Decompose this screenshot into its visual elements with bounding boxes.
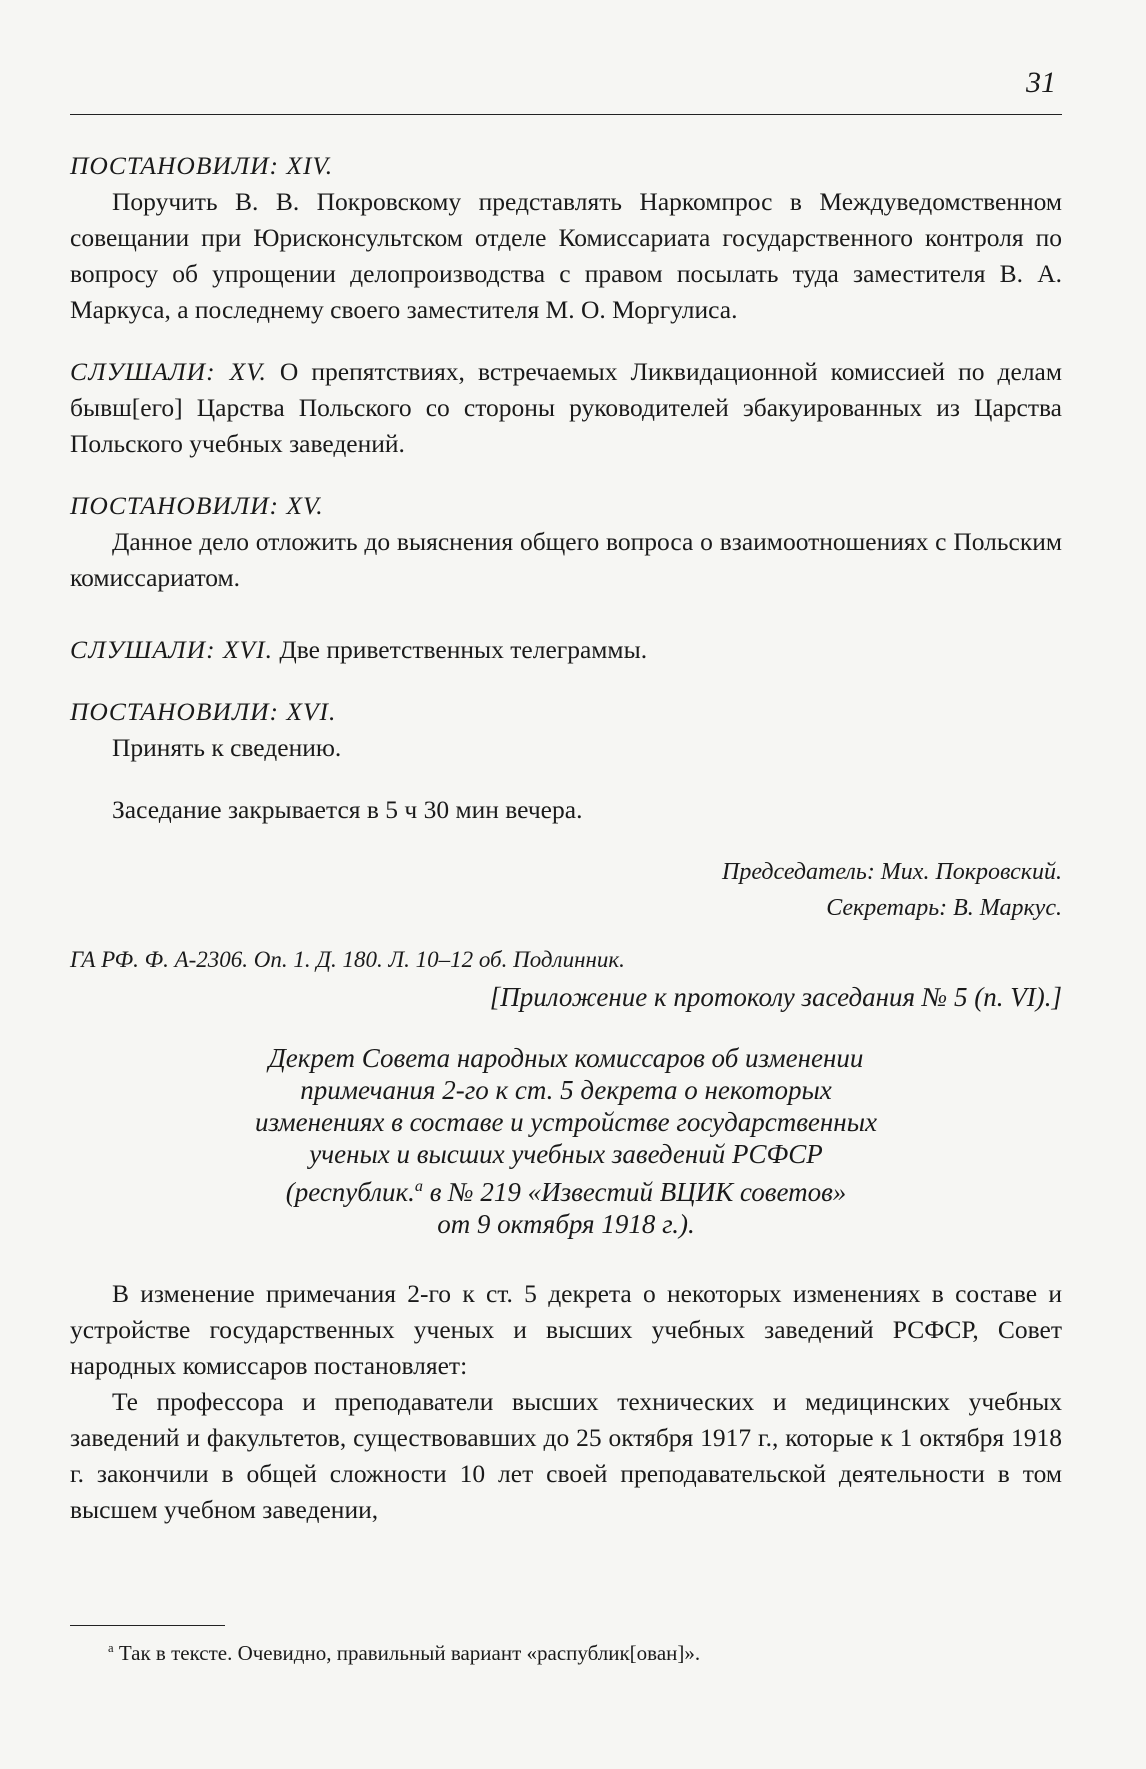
footnote-mark: а — [108, 1641, 114, 1655]
footnote-rule — [70, 1625, 225, 1626]
decree-title-line: ученых и высших учебных заведений РСФСР — [309, 1139, 823, 1169]
hearing-label: СЛУШАЛИ: XV. — [70, 357, 267, 386]
chairman-signature: Председатель: Мих. Покровский. — [721, 859, 1062, 885]
resolution-label: ПОСТАНОВИЛИ: XVI. — [70, 697, 337, 726]
page-content — [70, 148, 1062, 1528]
footnote — [108, 1634, 700, 1667]
document-page — [70, 0, 1062, 1769]
decree-body-paragraph: В изменение примечания 2-го к ст. 5 декрета о некоторых изменениях в составе и устройстве государственных ученых и высших учебных заведений РСФСР, Совет народных комиссаров постановляет: — [70, 1279, 1062, 1380]
hearing-text: О препятствиях, встречаемых Ликвидационной комиссией по делам бывш[его] Царства Польского со стороны руководителей эбакуированных из Царства Польского учебных заведений. — [70, 357, 1063, 458]
resolution-text: Принять к сведению. — [112, 733, 342, 762]
page-number: 31 — [1026, 66, 1056, 99]
hearing-label: СЛУШАЛИ: XVI. — [70, 635, 273, 664]
hearing-paragraph — [70, 354, 1062, 462]
resolution-label: ПОСТАНОВИЛИ: XV. — [70, 491, 324, 520]
decree-title-line: от 9 октября 1918 г.). — [437, 1209, 695, 1239]
header-rule — [70, 114, 1062, 115]
resolution-text: Поручить В. В. Покровскому представлять Наркомпрос в Междуведомственном совещании при Юрисконсультском отделе Комиссариата государственного контроля по вопросу об упрощении делопроизводства с правом посылать туда заместителя В. А. Маркуса, а последнему своего заместителя М. О. Моргулиса. — [70, 187, 1062, 324]
resolution-text: Данное дело отложить до выяснения общего вопроса о взаимоотношениях с Польским комиссариатом. — [70, 527, 1062, 592]
resolution-label: ПОСТАНОВИЛИ: XIV. — [70, 151, 334, 180]
hearing-text: Две приветственных телеграммы. — [279, 635, 648, 664]
footnote-marker: а — [414, 1177, 423, 1195]
decree-title-line: изменениях в составе и устройстве государственных — [255, 1107, 877, 1137]
footnote-text: Так в тексте. Очевидно, правильный вариант «распублик[ован]». — [118, 1641, 701, 1665]
secretary-signature: Секретарь: В. Маркус. — [826, 895, 1062, 921]
decree-title — [70, 1042, 1062, 1240]
decree-title-line: Декрет Совета народных комиссаров об изменении — [268, 1043, 864, 1073]
hearing-paragraph — [70, 632, 1062, 668]
decree-title-line: (республик.$^а$ в № 219 «Известий ВЦИК советов» — [285, 1177, 847, 1207]
closing-line: Заседание закрывается в 5 ч 30 мин вечера. — [112, 795, 583, 824]
decree-body-paragraph: Те профессора и преподаватели высших технических и медицинских учебных заведений и факультетов, существовавших до 25 октября 1917 г., которые к 1 октября 1918 г. закончили в общей сложности 10 лет своей преподавательской деятельности в том высшем учебном заведении, — [70, 1387, 1062, 1524]
appendix-note: [Приложение к протоколу заседания № 5 (п. VI).] — [489, 982, 1062, 1012]
archive-reference: ГА РФ. Ф. А-2306. Оп. 1. Д. 180. Л. 10–12 об. Подлинник. — [70, 947, 625, 972]
decree-title-line: примечания 2-го к ст. 5 декрета о некоторых — [300, 1075, 832, 1105]
